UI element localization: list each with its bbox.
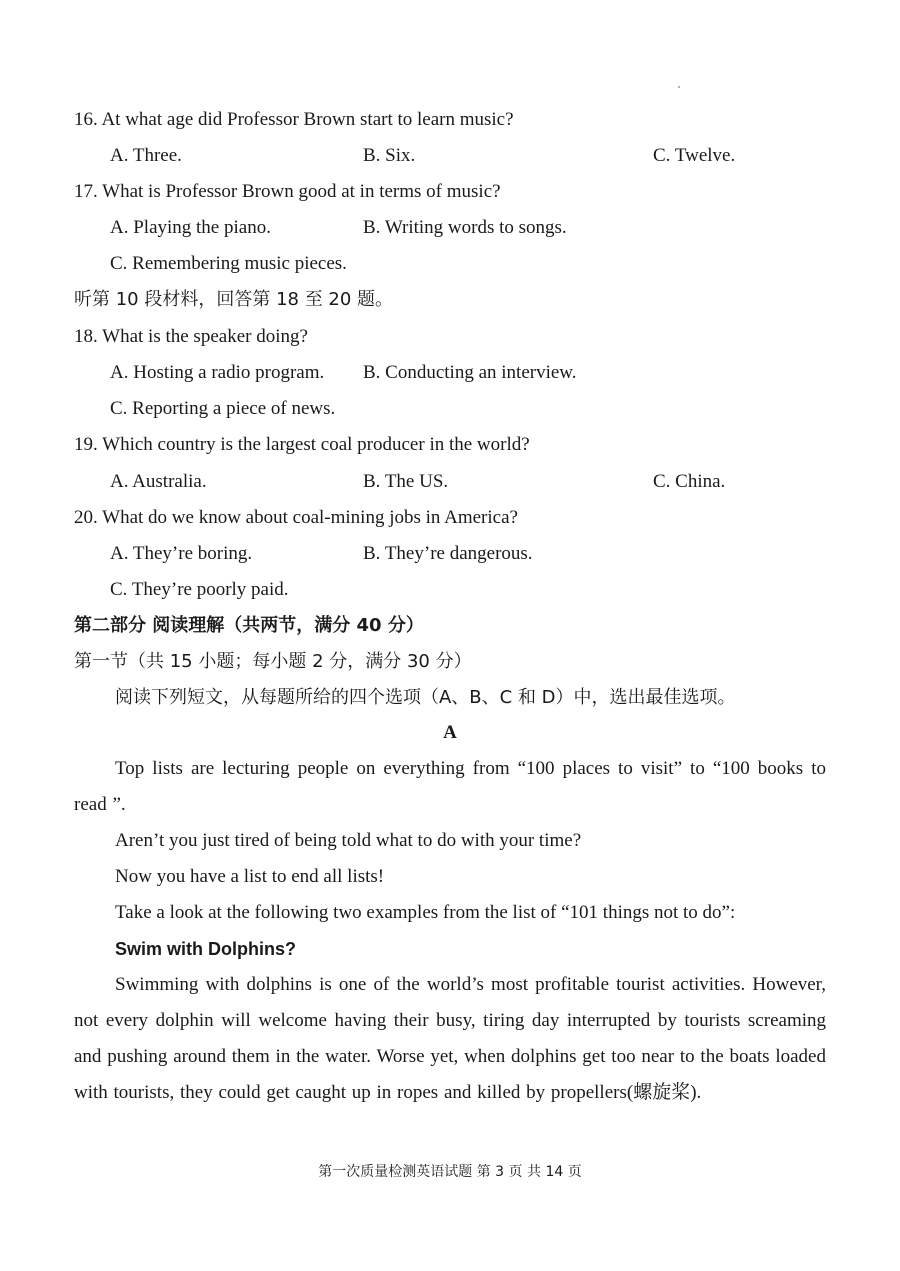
question-18-option-c: C. Reporting a piece of news. xyxy=(110,398,336,419)
question-16-option-c: C. Twelve. xyxy=(653,145,736,166)
question-17-option-c: C. Remembering music pieces. xyxy=(110,253,347,274)
passage-paragraph-1: Top lists are lecturing people on everything from “100 places to visit” to “100 books to read ”. xyxy=(74,758,826,815)
passage-paragraph-4: Take a look at the following two examples from the list of “101 things not to do”: xyxy=(115,902,736,923)
question-20-option-c: C. They’re poorly paid. xyxy=(110,579,289,600)
passage-paragraph-3: Now you have a list to end all lists! xyxy=(115,866,385,887)
question-18-option-a: A. Hosting a radio program. xyxy=(110,362,325,383)
page-footer: 第一次质量检测英语试题 第 3 页 共 14 页 xyxy=(318,1164,582,1180)
question-16-option-b: B. Six. xyxy=(363,145,416,166)
question-19-stem: 19. Which country is the largest coal producer in the world? xyxy=(74,434,530,455)
question-16-option-a: A. Three. xyxy=(110,145,182,166)
passage-paragraph-5: Swimming with dolphins is one of the world’s most profitable tourist activities. However, not every dolphin will welcome having their busy, tiring day interrupted by tourists screaming and pushing around them in the water. Worse yet, when dolphins get too near to the boats loaded with tourists, they could get caught up in ropes and killed by propellers(螺旋桨). xyxy=(74,974,826,1103)
passage-label: A xyxy=(443,722,457,743)
question-20-stem: 20. What do we know about coal-mining jobs in America? xyxy=(74,507,518,528)
question-18-option-b: B. Conducting an interview. xyxy=(363,362,577,383)
question-16-stem: 16. At what age did Professor Brown start to learn music? xyxy=(74,109,514,130)
question-18-stem: 18. What is the speaker doing? xyxy=(74,326,308,347)
question-19-option-a: A. Australia. xyxy=(110,471,207,492)
question-17-option-b: B. Writing words to songs. xyxy=(363,217,567,238)
question-17-stem: 17. What is Professor Brown good at in terms of music? xyxy=(74,181,501,202)
question-20-option-a: A. They’re boring. xyxy=(110,543,253,564)
scan-speck xyxy=(678,86,680,88)
passage-paragraph-2: Aren’t you just tired of being told what to do with your time? xyxy=(115,830,582,851)
question-19-option-b: B. The US. xyxy=(363,471,449,492)
question-17-option-a: A. Playing the piano. xyxy=(110,217,271,238)
section1-heading: 第一节（共 15 小题；每小题 2 分，满分 30 分） xyxy=(74,651,472,672)
part2-heading: 第二部分 阅读理解（共两节，满分 40 分） xyxy=(74,615,424,636)
reading-instruction: 阅读下列短文，从每题所给的四个选项（A、B、C 和 D）中，选出最佳选项。 xyxy=(115,687,736,708)
question-19-option-c: C. China. xyxy=(653,471,726,492)
question-20-option-b: B. They’re dangerous. xyxy=(363,543,533,564)
passage-subheading: Swim with Dolphins? xyxy=(115,939,296,959)
listening-instruction: 听第 10 段材料，回答第 18 至 20 题。 xyxy=(74,289,394,310)
